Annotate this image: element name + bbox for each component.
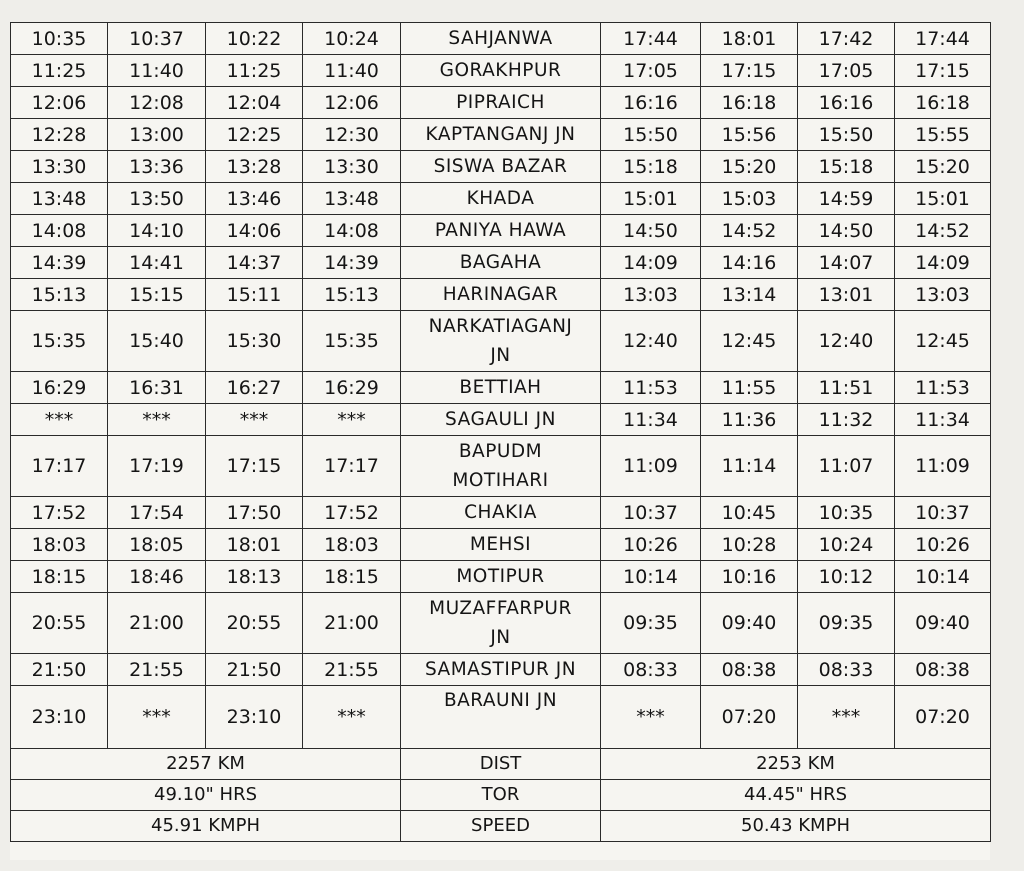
time-cell: 10:12 — [798, 561, 895, 593]
time-cell: 14:37 — [206, 247, 303, 279]
time-cell: 11:25 — [206, 55, 303, 87]
time-cell: 21:00 — [303, 593, 401, 654]
time-cell: 10:37 — [108, 23, 206, 55]
station-name: PANIYA HAWA — [401, 215, 601, 247]
time-cell: *** — [303, 686, 401, 749]
time-cell: 13:30 — [303, 151, 401, 183]
time-cell: 17:17 — [303, 436, 401, 497]
time-cell: 18:46 — [108, 561, 206, 593]
time-cell: 18:01 — [701, 23, 798, 55]
summary-row — [11, 811, 991, 842]
summary-right-value: 2253 KM — [601, 749, 991, 780]
time-cell: 14:59 — [798, 183, 895, 215]
time-cell: 09:35 — [798, 593, 895, 654]
time-cell: *** — [601, 686, 701, 749]
time-cell: 17:05 — [798, 55, 895, 87]
time-cell: 13:48 — [303, 183, 401, 215]
summary-row — [11, 749, 991, 780]
time-cell: 11:09 — [895, 436, 991, 497]
time-cell: 16:18 — [701, 87, 798, 119]
table-row — [11, 87, 991, 119]
time-cell: 11:40 — [108, 55, 206, 87]
station-name — [401, 311, 601, 372]
time-cell: 17:42 — [798, 23, 895, 55]
station-name: CHAKIA — [401, 497, 601, 529]
table-row — [11, 119, 991, 151]
time-cell: 13:03 — [895, 279, 991, 311]
station-name-line: JN — [490, 345, 511, 366]
table-row — [11, 279, 991, 311]
time-cell: 12:28 — [11, 119, 108, 151]
time-cell: 17:05 — [601, 55, 701, 87]
station-name: SAHJANWA — [401, 23, 601, 55]
time-cell: 15:01 — [601, 183, 701, 215]
time-cell: 12:45 — [895, 311, 991, 372]
time-cell: 15:20 — [895, 151, 991, 183]
time-cell: 14:09 — [601, 247, 701, 279]
time-cell: 11:09 — [601, 436, 701, 497]
station-name: MOTIPUR — [401, 561, 601, 593]
time-cell: 13:50 — [108, 183, 206, 215]
table-row — [11, 151, 991, 183]
time-cell: 07:20 — [701, 686, 798, 749]
time-cell: 17:44 — [601, 23, 701, 55]
time-cell: 10:14 — [601, 561, 701, 593]
time-cell: 08:33 — [798, 654, 895, 686]
time-cell: 15:15 — [108, 279, 206, 311]
summary-left-value: 45.91 KMPH — [11, 811, 401, 842]
station-name — [401, 593, 601, 654]
station-name: PIPRAICH — [401, 87, 601, 119]
time-cell: 13:00 — [108, 119, 206, 151]
time-cell: 11:25 — [11, 55, 108, 87]
time-cell: 13:46 — [206, 183, 303, 215]
time-cell: 12:08 — [108, 87, 206, 119]
station-name-line: JN — [490, 627, 511, 648]
time-cell: 14:10 — [108, 215, 206, 247]
time-cell: 10:22 — [206, 23, 303, 55]
time-cell: 15:03 — [701, 183, 798, 215]
time-cell: 14:52 — [895, 215, 991, 247]
time-cell: 09:40 — [895, 593, 991, 654]
time-cell: 12:25 — [206, 119, 303, 151]
time-cell: 16:27 — [206, 372, 303, 404]
time-cell: 18:13 — [206, 561, 303, 593]
time-cell: 17:17 — [11, 436, 108, 497]
time-cell: 10:24 — [303, 23, 401, 55]
time-cell: 09:35 — [601, 593, 701, 654]
table-row — [11, 23, 991, 55]
time-cell: 13:14 — [701, 279, 798, 311]
time-cell: 14:39 — [11, 247, 108, 279]
time-cell: 11:34 — [895, 404, 991, 436]
station-name-line: BAPUDM — [458, 441, 543, 462]
time-cell: 14:16 — [701, 247, 798, 279]
station-name: SISWA BAZAR — [401, 151, 601, 183]
time-cell: 16:16 — [798, 87, 895, 119]
station-name: BETTIAH — [401, 372, 601, 404]
time-cell: 14:41 — [108, 247, 206, 279]
time-cell: 10:37 — [601, 497, 701, 529]
time-cell: 11:51 — [798, 372, 895, 404]
time-cell: 11:14 — [701, 436, 798, 497]
time-cell: 11:53 — [895, 372, 991, 404]
table-row — [11, 436, 991, 497]
time-cell: 12:30 — [303, 119, 401, 151]
table-row — [11, 215, 991, 247]
time-cell: 17:15 — [701, 55, 798, 87]
time-cell: 12:45 — [701, 311, 798, 372]
time-cell: 13:28 — [206, 151, 303, 183]
time-cell: 23:10 — [206, 686, 303, 749]
time-cell: 15:56 — [701, 119, 798, 151]
table-row — [11, 55, 991, 87]
time-cell: 21:55 — [303, 654, 401, 686]
time-cell: 15:18 — [601, 151, 701, 183]
time-cell: 17:52 — [11, 497, 108, 529]
time-cell: *** — [206, 404, 303, 436]
time-cell: 16:18 — [895, 87, 991, 119]
time-cell: 16:16 — [601, 87, 701, 119]
table-row — [11, 404, 991, 436]
time-cell: 17:54 — [108, 497, 206, 529]
time-cell: *** — [108, 686, 206, 749]
table-row — [11, 497, 991, 529]
time-cell: 15:35 — [303, 311, 401, 372]
summary-label: SPEED — [401, 811, 601, 842]
time-cell: 12:06 — [11, 87, 108, 119]
time-cell: 13:48 — [11, 183, 108, 215]
time-cell: 14:50 — [601, 215, 701, 247]
station-name: KAPTANGANJ JN — [401, 119, 601, 151]
time-cell: 11:36 — [701, 404, 798, 436]
time-cell: 11:07 — [798, 436, 895, 497]
time-cell: 14:07 — [798, 247, 895, 279]
time-cell: 11:34 — [601, 404, 701, 436]
time-cell: 14:08 — [303, 215, 401, 247]
summary-row — [11, 780, 991, 811]
time-cell: 17:15 — [206, 436, 303, 497]
time-cell: 10:45 — [701, 497, 798, 529]
station-name: BAGAHA — [401, 247, 601, 279]
time-cell: 18:05 — [108, 529, 206, 561]
time-cell: 21:00 — [108, 593, 206, 654]
station-name: MEHSI — [401, 529, 601, 561]
table-row — [11, 183, 991, 215]
time-cell: 14:52 — [701, 215, 798, 247]
time-cell: 18:15 — [303, 561, 401, 593]
timetable — [10, 22, 991, 842]
time-cell: *** — [303, 404, 401, 436]
time-cell: 16:31 — [108, 372, 206, 404]
station-name-line: NARKATIAGANJ — [428, 316, 573, 337]
table-row — [11, 686, 991, 749]
time-cell: 17:44 — [895, 23, 991, 55]
time-cell: 10:24 — [798, 529, 895, 561]
time-cell: 12:04 — [206, 87, 303, 119]
station-name: SAMASTIPUR JN — [401, 654, 601, 686]
time-cell: 17:15 — [895, 55, 991, 87]
time-cell: 20:55 — [206, 593, 303, 654]
station-name: GORAKHPUR — [401, 55, 601, 87]
time-cell: 23:10 — [11, 686, 108, 749]
time-cell: 10:37 — [895, 497, 991, 529]
time-cell: 18:15 — [11, 561, 108, 593]
time-cell: 13:30 — [11, 151, 108, 183]
summary-label: TOR — [401, 780, 601, 811]
summary-right-value: 50.43 KMPH — [601, 811, 991, 842]
time-cell: 14:09 — [895, 247, 991, 279]
time-cell: 10:35 — [11, 23, 108, 55]
summary-label: DIST — [401, 749, 601, 780]
table-row — [11, 372, 991, 404]
time-cell: 10:26 — [601, 529, 701, 561]
time-cell: 17:19 — [108, 436, 206, 497]
time-cell: 13:36 — [108, 151, 206, 183]
time-cell: 18:01 — [206, 529, 303, 561]
summary-left-value: 49.10" HRS — [11, 780, 401, 811]
time-cell: 12:40 — [601, 311, 701, 372]
time-cell: *** — [108, 404, 206, 436]
time-cell: 12:06 — [303, 87, 401, 119]
table-row — [11, 654, 991, 686]
time-cell: *** — [11, 404, 108, 436]
time-cell: 11:40 — [303, 55, 401, 87]
time-cell: 21:50 — [11, 654, 108, 686]
time-cell: 15:01 — [895, 183, 991, 215]
summary-right-value: 44.45" HRS — [601, 780, 991, 811]
station-name: KHADA — [401, 183, 601, 215]
time-cell: 14:50 — [798, 215, 895, 247]
station-name — [401, 436, 601, 497]
time-cell: 15:30 — [206, 311, 303, 372]
time-cell: *** — [798, 686, 895, 749]
station-name: SAGAULI JN — [401, 404, 601, 436]
time-cell: 17:50 — [206, 497, 303, 529]
time-cell: 08:38 — [895, 654, 991, 686]
time-cell: 08:38 — [701, 654, 798, 686]
time-cell: 21:55 — [108, 654, 206, 686]
time-cell: 15:35 — [11, 311, 108, 372]
time-cell: 15:13 — [303, 279, 401, 311]
time-cell: 14:06 — [206, 215, 303, 247]
table-row — [11, 561, 991, 593]
time-cell: 09:40 — [701, 593, 798, 654]
time-cell: 10:14 — [895, 561, 991, 593]
time-cell: 15:50 — [601, 119, 701, 151]
time-cell: 20:55 — [11, 593, 108, 654]
time-cell: 14:08 — [11, 215, 108, 247]
time-cell: 15:11 — [206, 279, 303, 311]
time-cell: 11:32 — [798, 404, 895, 436]
time-cell: 18:03 — [11, 529, 108, 561]
time-cell: 15:18 — [798, 151, 895, 183]
time-cell: 14:39 — [303, 247, 401, 279]
table-row — [11, 311, 991, 372]
time-cell: 13:01 — [798, 279, 895, 311]
time-cell: 11:55 — [701, 372, 798, 404]
time-cell: 13:03 — [601, 279, 701, 311]
station-name: HARINAGAR — [401, 279, 601, 311]
station-name-line: MOTIHARI — [452, 470, 549, 491]
time-cell: 15:50 — [798, 119, 895, 151]
time-cell: 10:26 — [895, 529, 991, 561]
time-cell: 08:33 — [601, 654, 701, 686]
time-cell: 15:55 — [895, 119, 991, 151]
station-name-line: MUZAFFARPUR — [429, 598, 572, 619]
time-cell: 16:29 — [11, 372, 108, 404]
table-row — [11, 247, 991, 279]
summary-left-value: 2257 KM — [11, 749, 401, 780]
time-cell: 10:16 — [701, 561, 798, 593]
time-cell: 10:35 — [798, 497, 895, 529]
time-cell: 15:20 — [701, 151, 798, 183]
time-cell: 10:28 — [701, 529, 798, 561]
time-cell: 11:53 — [601, 372, 701, 404]
time-cell: 12:40 — [798, 311, 895, 372]
table-row — [11, 593, 991, 654]
table-row — [11, 529, 991, 561]
time-cell: 07:20 — [895, 686, 991, 749]
time-cell: 18:03 — [303, 529, 401, 561]
time-cell: 21:50 — [206, 654, 303, 686]
time-cell: 15:40 — [108, 311, 206, 372]
time-cell: 16:29 — [303, 372, 401, 404]
station-name: BARAUNI JN — [401, 686, 601, 749]
time-cell: 15:13 — [11, 279, 108, 311]
time-cell: 17:52 — [303, 497, 401, 529]
